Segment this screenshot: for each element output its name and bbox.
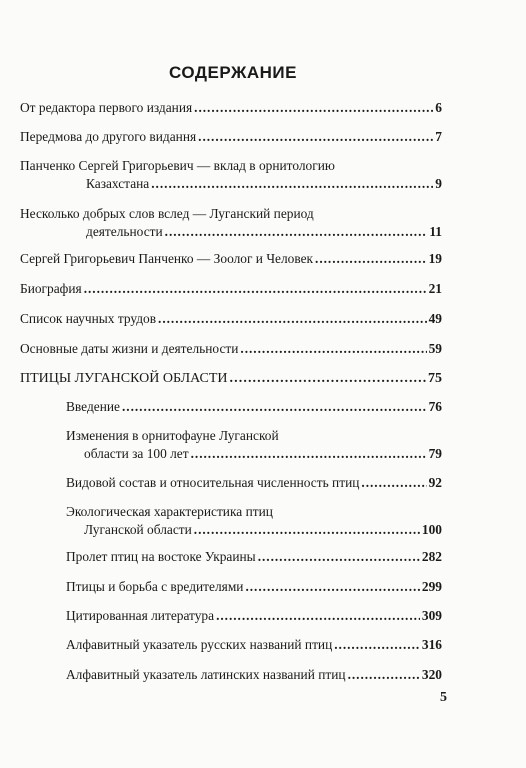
toc-entry-zoologist-and-man[interactable] [20,250,442,268]
toc-entry-title: Видовой состав и относительная численность птиц [66,475,360,490]
toc-entry-page: 7 [435,129,442,144]
toc-entry-page: 19 [428,251,442,266]
toc-entry-page: 49 [428,311,442,326]
toc-entry-second-edition-foreword[interactable] [20,128,442,146]
toc-entry-cited-literature[interactable] [66,607,442,625]
toc-entry-page: 11 [429,224,442,239]
toc-entry-editor-foreword[interactable] [20,99,442,117]
toc-entry-title: ПТИЦЫ ЛУГАНСКОЙ ОБЛАСТИ [20,371,228,386]
toc-entry-title: Птицы и борьба с вредителями [66,579,244,594]
toc-entry-title: Передмова до другого видання [20,129,197,144]
toc-entry-page: 79 [428,446,442,461]
toc-entry-page: 9 [435,176,442,191]
toc-entry-russian-names-index[interactable] [66,636,442,654]
toc-entry-title-cont: деятельности [86,224,163,239]
toc-entry-species-composition[interactable] [66,474,442,492]
toc-entry-birds-of-lugansk[interactable] [20,370,442,388]
toc-entry-title: От редактора первого издания [20,100,193,115]
toc-entry-title: Основные даты жизни и деятельности [20,341,239,356]
toc-entry-pest-control[interactable] [66,578,442,596]
toc-entry-page: 92 [428,475,442,490]
toc-entry-title: Биография [20,281,82,296]
toc-entry-page: 21 [428,281,442,296]
toc-entry-title: Список научных трудов [20,311,157,326]
toc-entry-title: Сергей Григорьевич Панченко — Зоолог и Человек [20,251,314,266]
toc-entry-page: 282 [421,549,442,564]
toc-entry-ecological-characteristics[interactable] [66,503,442,539]
toc-entry-page: 316 [421,637,442,652]
toc-entry-title: Введение [66,399,120,414]
toc-entry-lugansk-period[interactable] [20,205,442,241]
toc-entry-bird-migration[interactable] [66,548,442,566]
toc-entry-page: 75 [428,371,442,386]
contents-title: СОДЕРЖАНИЕ [169,63,297,82]
toc-entry-title-cont: Казахстана [86,176,150,191]
toc-entry-page: 6 [435,100,442,115]
page-number: 5 [440,690,447,705]
toc-entry-title: Цитированная литература [66,608,215,623]
toc-entry-latin-names-index[interactable] [66,666,442,684]
toc-entry-page: 59 [428,341,442,356]
toc-entry-page: 320 [421,667,442,682]
toc-entry-title: Алфавитный указатель латинских названий птиц [66,667,346,682]
toc-entry-page: 76 [428,399,442,414]
toc-entry-title: Изменения в орнитофауне Луганской [66,428,279,443]
toc-entry-introduction[interactable] [66,398,442,416]
toc-entry-page: 309 [421,608,442,623]
toc-entry-title: Панченко Сергей Григорьевич — вклад в орнитологию [20,158,335,173]
toc-entry-kazakhstan-contribution[interactable] [20,157,442,193]
toc-entry-title: Алфавитный указатель русских названий птиц [66,637,333,652]
toc-entry-title: Экологическая характеристика птиц [66,504,273,519]
toc-entry-key-dates[interactable] [20,340,442,358]
toc-entry-scientific-works[interactable] [20,310,442,328]
toc-entry-page: 299 [421,579,442,594]
toc-entry-title-cont: Луганской области [84,522,192,537]
toc-entry-title-cont: области за 100 лет [84,446,189,461]
toc-entry-biography[interactable] [20,280,442,298]
toc-entry-title: Пролет птиц на востоке Украины [66,549,256,564]
toc-entry-page: 100 [421,522,442,537]
toc-entry-title: Несколько добрых слов вслед — Луганский период [20,206,314,221]
toc-entry-avifauna-changes[interactable] [66,427,442,463]
